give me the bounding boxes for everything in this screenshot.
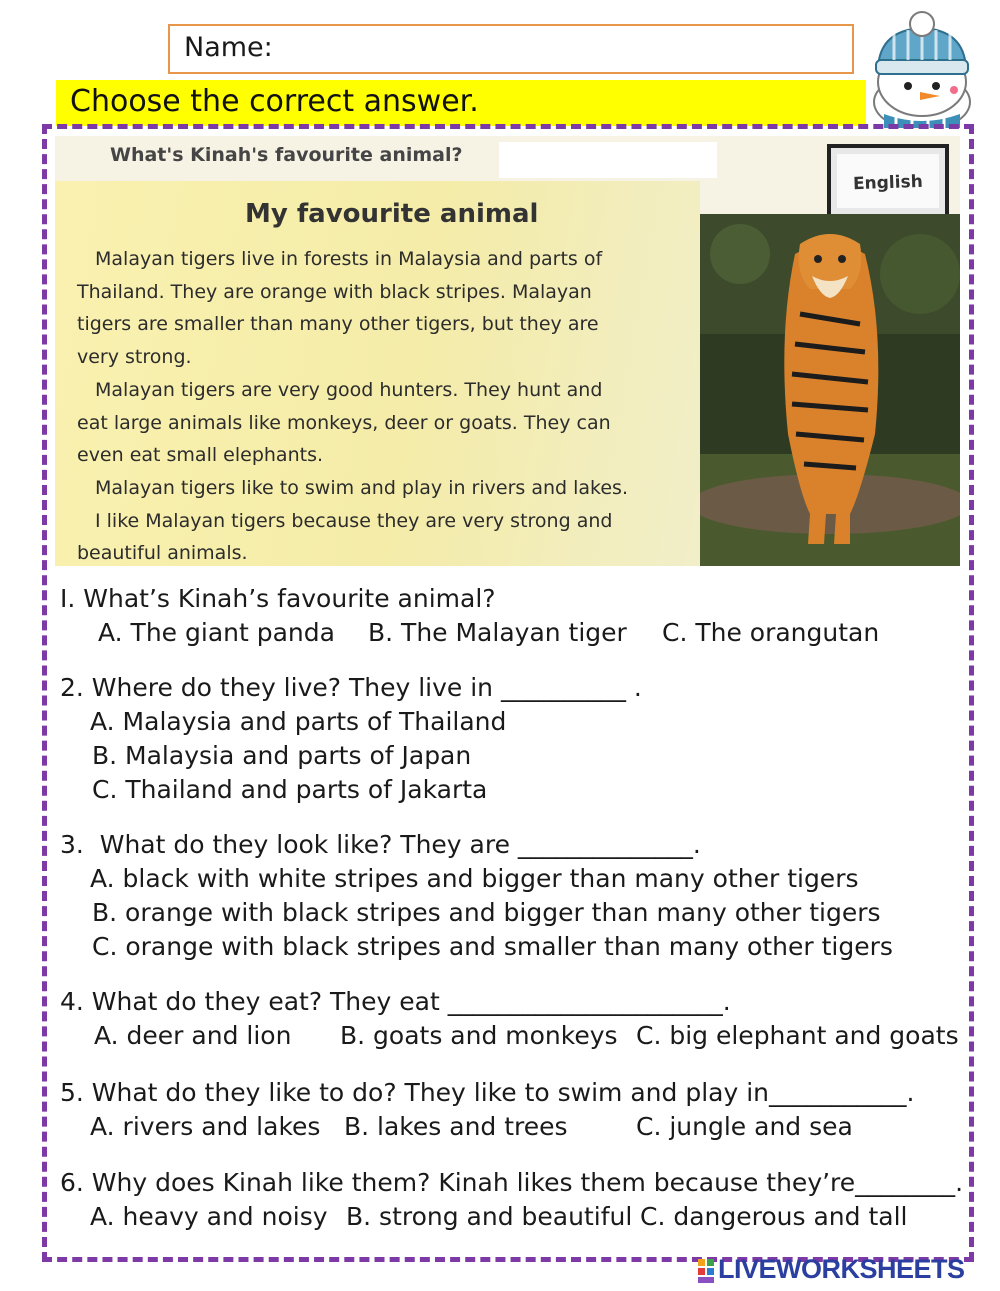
passage-title: My favourite animal — [245, 199, 539, 229]
passage-question: What's Kinah's favourite animal? — [110, 144, 463, 166]
passage-line: beautiful animals. — [77, 542, 248, 564]
liveworksheets-logo-icon — [697, 1258, 715, 1284]
snowman-icon — [864, 10, 980, 128]
question-2: 2. Where do they live? They live in __________ . — [60, 673, 642, 702]
option-5c[interactable]: C. jungle and sea — [636, 1112, 853, 1141]
passage-line: very strong. — [77, 345, 192, 368]
question-4: 4. What do they eat? They eat ______________________. — [60, 987, 731, 1016]
option-4c[interactable]: C. big elephant and goats — [636, 1021, 959, 1050]
option-6b[interactable]: B. strong and beautiful — [346, 1202, 633, 1231]
passage-line: I like Malayan tigers because they are very strong and — [95, 509, 613, 532]
option-3a[interactable]: A. black with white stripes and bigger than many other tigers — [90, 864, 859, 893]
reading-passage — [55, 136, 960, 566]
tiger-photo — [700, 214, 960, 566]
option-3b[interactable]: B. orange with black stripes and bigger than many other tigers — [92, 898, 881, 927]
option-1c[interactable]: C. The orangutan — [662, 618, 880, 647]
option-5a[interactable]: A. rivers and lakes — [90, 1112, 321, 1141]
passage-paragraph-3 — [77, 472, 677, 566]
question-3: 3. What do they look like? They are ______________. — [60, 830, 701, 859]
instruction-text: Choose the correct answer. — [70, 84, 479, 119]
passage-line: eat large animals like monkeys, deer or goats. They can — [77, 411, 611, 434]
passage-paper — [55, 181, 700, 566]
option-1a[interactable]: A. The giant panda — [98, 618, 335, 647]
option-2c[interactable]: C. Thailand and parts of Jakarta — [92, 775, 488, 804]
passage-paragraph-2 — [77, 374, 677, 472]
option-4a[interactable]: A. deer and lion — [94, 1021, 292, 1050]
option-1b[interactable]: B. The Malayan tiger — [368, 618, 627, 647]
passage-line: Malayan tigers like to swim and play in rivers and lakes. — [95, 477, 628, 499]
option-3c[interactable]: C. orange with black stripes and smaller than many other tigers — [92, 932, 893, 961]
option-2a[interactable]: A. Malaysia and parts of Thailand — [90, 707, 507, 736]
liveworksheets-brand: LIVEWORKSHEETS — [718, 1254, 965, 1284]
option-6c[interactable]: C. dangerous and tall — [640, 1202, 908, 1231]
answer-blank-box[interactable] — [499, 142, 717, 178]
option-6a[interactable]: A. heavy and noisy — [90, 1202, 328, 1231]
instruction-banner — [56, 80, 866, 126]
passage-line: tigers are smaller than many other tigers, but they are — [77, 313, 599, 335]
option-5b[interactable]: B. lakes and trees — [344, 1112, 568, 1141]
passage-line: even eat small elephants. — [77, 444, 324, 466]
question-6: 6. Why does Kinah like them? Kinah likes them because they’re________. — [60, 1168, 964, 1197]
passage-line: Malayan tigers are very good hunters. They hunt and — [95, 379, 603, 401]
monitor-label: English — [852, 171, 924, 195]
question-5: 5. What do they like to do? They like to swim and play in___________. — [60, 1078, 915, 1107]
question-1: I. What’s Kinah’s favourite animal? — [60, 584, 496, 613]
option-2b[interactable]: B. Malaysia and parts of Japan — [92, 741, 472, 770]
passage-line: Malayan tigers live in forests in Malaysia and parts of — [95, 248, 603, 270]
name-label: Name: — [184, 32, 273, 63]
passage-paragraph-1 — [77, 243, 677, 373]
option-4b[interactable]: B. goats and monkeys — [340, 1021, 618, 1050]
name-field[interactable] — [168, 24, 854, 74]
passage-line: Thailand. They are orange with black stripes. Malayan — [77, 280, 592, 303]
